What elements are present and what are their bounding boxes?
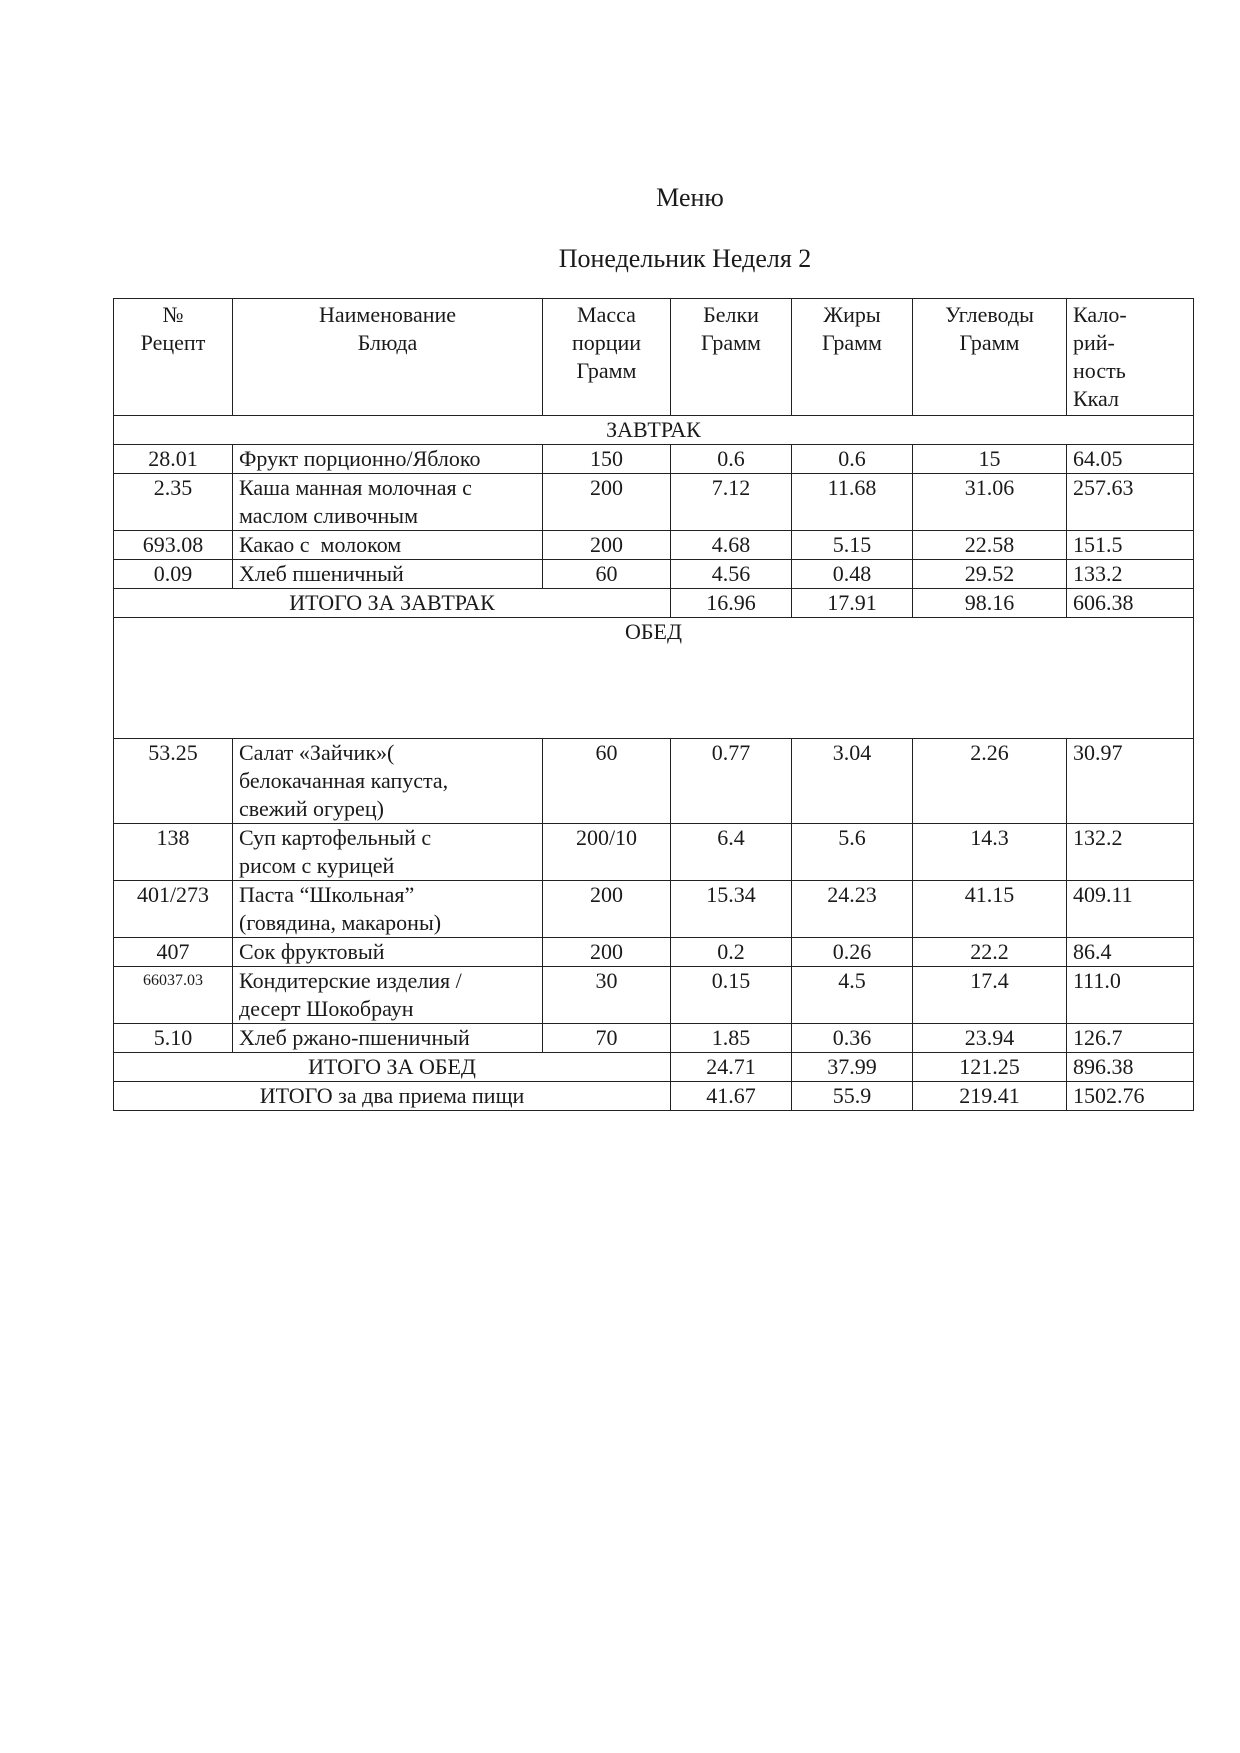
recipe-cell: 138 <box>114 824 233 881</box>
carbs-cell: 15 <box>913 445 1067 474</box>
grand-total-fat-cell: 55.9 <box>792 1082 913 1111</box>
total-carbs-cell: 98.16 <box>913 589 1067 618</box>
total-row-lunch <box>114 1053 1194 1082</box>
header-carbs <box>913 299 1067 416</box>
header-mass-line: Масса <box>577 302 636 327</box>
kcal-cell: 126.7 <box>1067 1024 1194 1053</box>
mass-cell: 200 <box>543 938 671 967</box>
dish-name-cell <box>233 938 543 967</box>
carbs-cell: 22.2 <box>913 938 1067 967</box>
fat-cell: 4.5 <box>792 967 913 1024</box>
protein-cell: 0.6 <box>671 445 792 474</box>
mass-cell: 200 <box>543 474 671 531</box>
fat-cell: 0.6 <box>792 445 913 474</box>
dish-name-line: (говядина, макароны) <box>239 910 442 935</box>
mass-cell: 200 <box>543 531 671 560</box>
header-recipe <box>114 299 233 416</box>
dish-name-line: Каша манная молочная с <box>239 475 472 500</box>
fat-cell: 0.48 <box>792 560 913 589</box>
protein-cell: 6.4 <box>671 824 792 881</box>
fat-cell: 24.23 <box>792 881 913 938</box>
header-kcal-line: Кало- <box>1073 302 1127 327</box>
total-row-breakfast <box>114 589 1194 618</box>
dish-name-cell <box>233 474 543 531</box>
table-row <box>114 474 1194 531</box>
carbs-cell: 29.52 <box>913 560 1067 589</box>
dish-name-cell <box>233 967 543 1024</box>
header-fat-line: Жиры <box>823 302 881 327</box>
section-breakfast-row <box>114 416 1194 445</box>
total-protein-cell: 16.96 <box>671 589 792 618</box>
total-fat-cell: 37.99 <box>792 1053 913 1082</box>
section-lunch-row <box>114 618 1194 739</box>
dish-name-cell <box>233 560 543 589</box>
header-fat-line: Грамм <box>822 330 882 355</box>
grand-total-row <box>114 1082 1194 1111</box>
protein-cell: 4.56 <box>671 560 792 589</box>
mass-cell: 70 <box>543 1024 671 1053</box>
table-row <box>114 560 1194 589</box>
carbs-cell: 22.58 <box>913 531 1067 560</box>
protein-cell: 0.77 <box>671 739 792 824</box>
mass-cell: 60 <box>543 560 671 589</box>
mass-cell: 150 <box>543 445 671 474</box>
mass-cell: 60 <box>543 739 671 824</box>
header-protein-line: Грамм <box>701 330 761 355</box>
recipe-cell: 66037.03 <box>114 967 233 1024</box>
table-row <box>114 824 1194 881</box>
kcal-cell: 30.97 <box>1067 739 1194 824</box>
dish-name-line: свежий огурец) <box>239 796 384 821</box>
grand-total-protein-cell: 41.67 <box>671 1082 792 1111</box>
header-kcal-line: ность <box>1073 358 1126 383</box>
table-row <box>114 531 1194 560</box>
table-row <box>114 1024 1194 1053</box>
mass-cell: 200 <box>543 881 671 938</box>
kcal-cell: 64.05 <box>1067 445 1194 474</box>
header-protein <box>671 299 792 416</box>
header-recipe-line: № <box>162 302 184 327</box>
dish-name-cell <box>233 531 543 560</box>
fat-cell: 11.68 <box>792 474 913 531</box>
fat-cell: 3.04 <box>792 739 913 824</box>
protein-cell: 7.12 <box>671 474 792 531</box>
carbs-cell: 31.06 <box>913 474 1067 531</box>
total-protein-cell: 24.71 <box>671 1053 792 1082</box>
header-name-line: Блюда <box>357 330 418 355</box>
recipe-cell: 2.35 <box>114 474 233 531</box>
header-kcal-line: рий- <box>1073 330 1115 355</box>
carbs-cell: 2.26 <box>913 739 1067 824</box>
total-carbs-cell: 121.25 <box>913 1053 1067 1082</box>
mass-cell: 30 <box>543 967 671 1024</box>
section-breakfast-label: ЗАВТРАК <box>114 416 1194 445</box>
protein-cell: 0.2 <box>671 938 792 967</box>
recipe-cell: 5.10 <box>114 1024 233 1053</box>
kcal-cell: 409.11 <box>1067 881 1194 938</box>
recipe-cell: 401/273 <box>114 881 233 938</box>
table-header-row <box>114 299 1194 416</box>
dish-name-cell <box>233 445 543 474</box>
dish-name-line: рисом с курицей <box>239 853 395 878</box>
page-subtitle: Понедельник Неделя 2 <box>558 244 812 273</box>
kcal-cell: 132.2 <box>1067 824 1194 881</box>
mass-cell: 200/10 <box>543 824 671 881</box>
grand-total-carbs-cell: 219.41 <box>913 1082 1067 1111</box>
table-row <box>114 938 1194 967</box>
header-carbs-line: Грамм <box>959 330 1020 355</box>
protein-cell: 15.34 <box>671 881 792 938</box>
header-name-line: Наименование <box>318 302 457 327</box>
dish-name-line: Салат «Зайчик»( <box>239 740 395 765</box>
dish-name-line: Сок фруктовый <box>239 939 385 964</box>
header-kcal <box>1067 299 1194 416</box>
recipe-cell: 407 <box>114 938 233 967</box>
section-lunch-label: ОБЕД <box>114 618 1194 739</box>
dish-name-line: десерт Шокобраун <box>239 996 414 1021</box>
recipe-cell: 693.08 <box>114 531 233 560</box>
protein-cell: 0.15 <box>671 967 792 1024</box>
dish-name-cell <box>233 881 543 938</box>
table-row <box>114 445 1194 474</box>
dish-name-line: Хлеб пшеничный <box>239 561 404 586</box>
header-name <box>233 299 543 416</box>
dish-name-cell <box>233 824 543 881</box>
dish-name-cell <box>233 1024 543 1053</box>
kcal-cell: 151.5 <box>1067 531 1194 560</box>
dish-name-line: Фрукт порционно/Яблоко <box>239 446 481 471</box>
kcal-cell: 86.4 <box>1067 938 1194 967</box>
carbs-cell: 23.94 <box>913 1024 1067 1053</box>
dish-name-line: Хлеб ржано-пшеничный <box>239 1025 470 1050</box>
total-label: ИТОГО ЗА ОБЕД <box>114 1053 671 1082</box>
recipe-cell: 0.09 <box>114 560 233 589</box>
header-recipe-line: Рецепт <box>140 330 206 355</box>
table-row <box>114 739 1194 824</box>
dish-name-line: Какао с молоком <box>239 532 402 557</box>
header-fat <box>792 299 913 416</box>
protein-cell: 1.85 <box>671 1024 792 1053</box>
protein-cell: 4.68 <box>671 531 792 560</box>
kcal-cell: 133.2 <box>1067 560 1194 589</box>
total-label: ИТОГО ЗА ЗАВТРАК <box>114 589 671 618</box>
carbs-cell: 14.3 <box>913 824 1067 881</box>
dish-name-line: маслом сливочным <box>239 503 419 528</box>
header-mass-line: порции <box>571 330 642 355</box>
fat-cell: 0.36 <box>792 1024 913 1053</box>
table-row <box>114 967 1194 1024</box>
dish-name-line: белокачанная капуста, <box>239 768 449 793</box>
fat-cell: 0.26 <box>792 938 913 967</box>
dish-name-line: Кондитерские изделия / <box>239 968 462 993</box>
header-protein-line: Белки <box>703 302 759 327</box>
header-mass <box>543 299 671 416</box>
header-kcal-line: Ккал <box>1073 386 1119 411</box>
page-title: Меню <box>656 183 724 212</box>
recipe-cell: 28.01 <box>114 445 233 474</box>
total-kcal-cell: 896.38 <box>1067 1053 1194 1082</box>
header-mass-line: Грамм <box>576 358 637 383</box>
total-kcal-cell: 606.38 <box>1067 589 1194 618</box>
carbs-cell: 17.4 <box>913 967 1067 1024</box>
recipe-cell: 53.25 <box>114 739 233 824</box>
fat-cell: 5.15 <box>792 531 913 560</box>
dish-name-line: Паста “Школьная” <box>239 882 415 907</box>
dish-name-line: Суп картофельный с <box>239 825 432 850</box>
kcal-cell: 257.63 <box>1067 474 1194 531</box>
fat-cell: 5.6 <box>792 824 913 881</box>
menu-table <box>113 298 1194 1111</box>
grand-total-kcal-cell: 1502.76 <box>1067 1082 1194 1111</box>
header-carbs-line: Углеводы <box>945 302 1034 327</box>
total-fat-cell: 17.91 <box>792 589 913 618</box>
grand-total-label: ИТОГО за два приема пищи <box>114 1082 671 1111</box>
carbs-cell: 41.15 <box>913 881 1067 938</box>
kcal-cell: 111.0 <box>1067 967 1194 1024</box>
dish-name-cell <box>233 739 543 824</box>
table-row <box>114 881 1194 938</box>
